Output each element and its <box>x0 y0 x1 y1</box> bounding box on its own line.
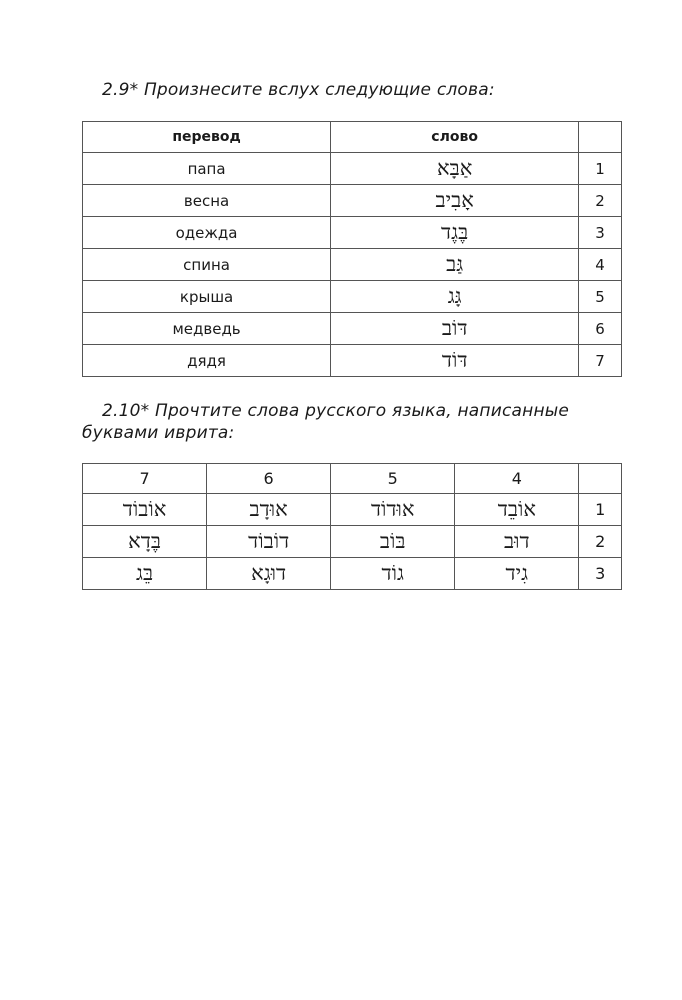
hebrew-word-cell <box>331 558 455 590</box>
hebrew-word: אַבָּא <box>436 156 473 180</box>
hebrew-word-cell <box>83 526 207 558</box>
transliteration-table <box>82 463 622 590</box>
hebrew-word-cell <box>207 494 331 526</box>
row-number: 4 <box>579 249 622 281</box>
header-number <box>579 122 622 153</box>
hebrew-word-cell <box>331 217 579 249</box>
translation-cell: одежда <box>83 217 331 249</box>
row-number: 6 <box>579 313 622 345</box>
hebrew-word: גַּב <box>446 252 464 276</box>
table-row <box>83 526 622 558</box>
row-number: 1 <box>579 494 622 526</box>
hebrew-word: בֶּדָא <box>128 529 161 553</box>
column-header: 7 <box>83 464 207 494</box>
hebrew-word: אוֹבוֹד <box>122 497 167 521</box>
hebrew-word: דוּב <box>504 529 530 553</box>
row-number: 7 <box>579 345 622 377</box>
translation-cell: папа <box>83 153 331 185</box>
table-row <box>83 281 622 313</box>
table-row <box>83 185 622 217</box>
row-number: 1 <box>579 153 622 185</box>
words-table <box>82 121 622 377</box>
hebrew-word: דּוֹב <box>441 316 468 340</box>
hebrew-word: גָּג <box>447 284 462 308</box>
hebrew-word-cell <box>331 185 579 217</box>
hebrew-word-cell <box>331 153 579 185</box>
hebrew-word: דוֹבוֹד <box>248 529 290 553</box>
table-row <box>83 345 622 377</box>
column-header: 6 <box>207 464 331 494</box>
exercise-2-10-heading: 2.10* Прочтите слова русского языка, написанные буквами иврита: <box>82 401 570 443</box>
hebrew-word-cell <box>207 526 331 558</box>
hebrew-word: דּוֹד <box>441 348 468 372</box>
hebrew-word-cell <box>331 249 579 281</box>
hebrew-word: בֵּג <box>136 561 154 585</box>
table-row <box>83 558 622 590</box>
hebrew-word: גוֹד <box>381 561 404 585</box>
hebrew-word-cell <box>455 494 579 526</box>
header-translation: перевод <box>83 122 331 153</box>
hebrew-word-cell <box>331 281 579 313</box>
hebrew-word-cell <box>331 494 455 526</box>
table-row <box>83 217 622 249</box>
row-number: 3 <box>579 558 622 590</box>
table-header-row <box>83 122 622 153</box>
hebrew-word-cell <box>455 526 579 558</box>
hebrew-word-cell <box>331 345 579 377</box>
header-number <box>579 464 622 494</box>
translation-cell: весна <box>83 185 331 217</box>
column-header: 5 <box>331 464 455 494</box>
translation-cell: крыша <box>83 281 331 313</box>
hebrew-word-cell <box>83 558 207 590</box>
hebrew-word: אוּדָב <box>249 497 288 521</box>
column-header: 4 <box>455 464 579 494</box>
row-number: 3 <box>579 217 622 249</box>
table-row <box>83 494 622 526</box>
table-header-row <box>83 464 622 494</box>
translation-cell: спина <box>83 249 331 281</box>
row-number: 5 <box>579 281 622 313</box>
table-row <box>83 153 622 185</box>
hebrew-word-cell <box>83 494 207 526</box>
hebrew-word-cell <box>331 526 455 558</box>
hebrew-word: אָבִיב <box>435 188 474 212</box>
hebrew-word: דוּגָא <box>251 561 287 585</box>
hebrew-word-cell <box>207 558 331 590</box>
hebrew-word: בּוֹב <box>379 529 406 553</box>
translation-cell: медведь <box>83 313 331 345</box>
exercise-2-9-heading: 2.9* Произнесите вслух следующие слова: <box>102 80 495 100</box>
table-row <box>83 249 622 281</box>
hebrew-word-cell <box>455 558 579 590</box>
translation-cell: дядя <box>83 345 331 377</box>
hebrew-word: אוֹבֵד <box>497 497 536 521</box>
row-number: 2 <box>579 185 622 217</box>
header-word: слово <box>331 122 579 153</box>
row-number: 2 <box>579 526 622 558</box>
hebrew-word: אוּדוֹד <box>370 497 415 521</box>
hebrew-word: בֶּגֶד <box>441 220 469 244</box>
hebrew-word-cell <box>331 313 579 345</box>
table-row <box>83 313 622 345</box>
hebrew-word: גִיד <box>505 561 529 585</box>
